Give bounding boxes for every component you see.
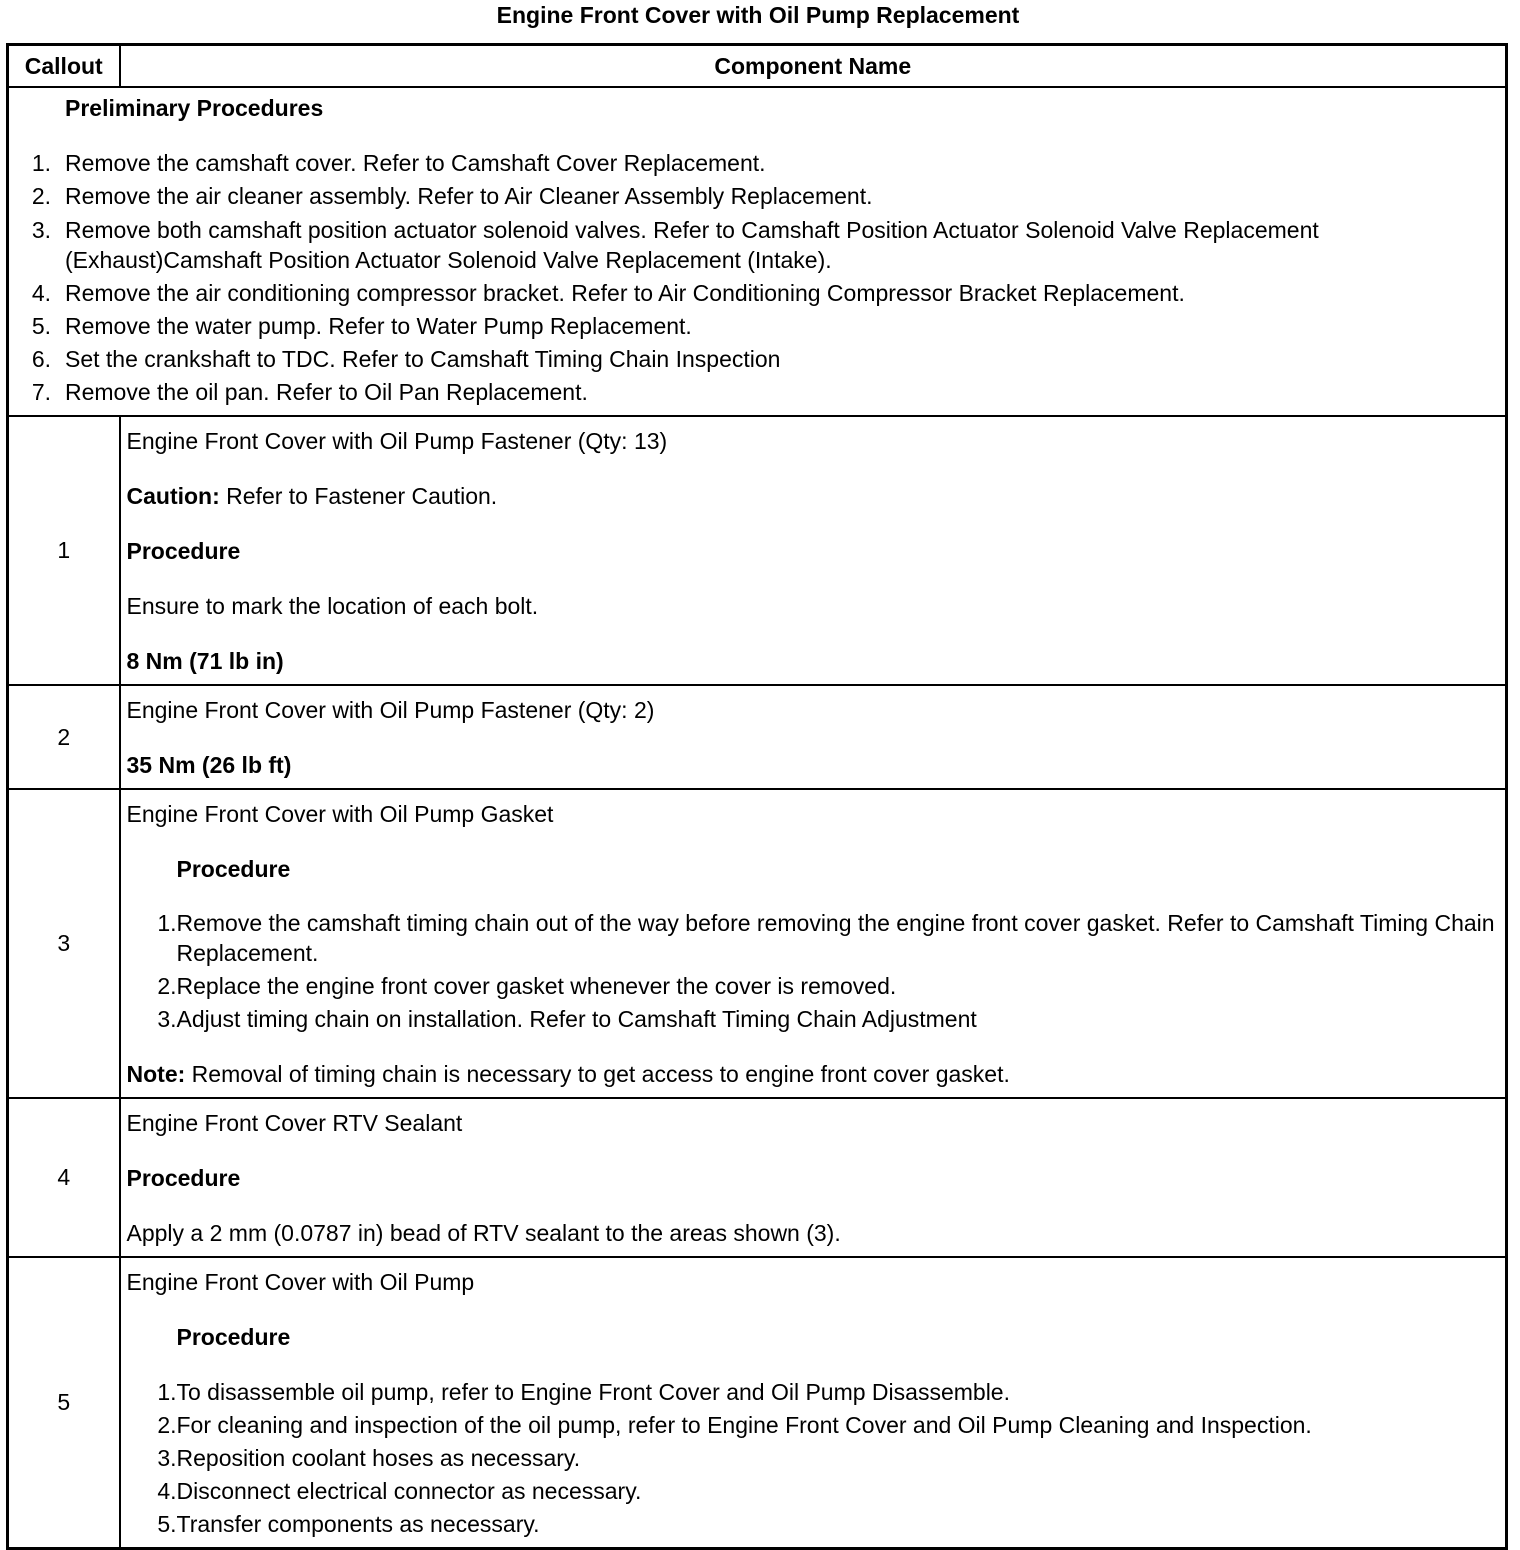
table-row [8,789,1507,1098]
callout-number: 5 [8,1257,120,1549]
caution: Caution: Refer to Fastener Caution. [126,483,498,509]
procedure-text: Ensure to mark the location of each bolt. [126,593,539,619]
component-name: Engine Front Cover with Oil Pump Gasket [126,801,554,827]
table-row [8,1257,1507,1549]
procedure-steps [127,908,1500,1036]
callout-number: 4 [8,1098,120,1257]
component-name: Engine Front Cover with Oil Pump Fastener (Qty: 2) [126,697,655,723]
component-name: Engine Front Cover RTV Sealant [126,1110,463,1136]
list-item: 3. Remove both camshaft position actuator solenoid valves. Refer to Camshaft Position Actuator Solenoid Valve Replacement (Exhaust)Camshaft Position Actuator Solenoid Valve Replacement (Intake). [31,217,1319,273]
callout-number: 3 [8,789,120,1098]
component-cell [120,1098,1507,1257]
list-item: 5. Transfer components as necessary. [157,1511,540,1537]
list-item: 6. Set the crankshaft to TDC. Refer to Camshaft Timing Chain Inspection [31,346,781,372]
list-item: 1. Remove the camshaft cover. Refer to Camshaft Cover Replacement. [31,150,766,176]
procedure-heading: Procedure [176,1324,291,1350]
list-item: 7. Remove the oil pan. Refer to Oil Pan Replacement. [31,379,588,405]
list-item: 2. For cleaning and inspection of the oil pump, refer to Engine Front Cover and Oil Pump Cleaning and Inspection. [157,1412,1312,1438]
list-item: 3. Adjust timing chain on installation. Refer to Camshaft Timing Chain Adjustment [157,1006,977,1032]
preliminary-cell [8,87,1507,416]
callout-number: 2 [8,685,120,789]
table-header-row [8,45,1507,88]
preliminary-row [8,87,1507,416]
torque-spec: 35 Nm (26 lb ft) [126,752,292,778]
list-item: 1. Remove the camshaft timing chain out of the way before removing the engine front cover gasket. Refer to Camshaft Timing Chain Replacement. [157,910,1495,966]
table-row [8,416,1507,685]
list-item: 3. Reposition coolant hoses as necessary. [157,1445,581,1471]
component-cell [120,789,1507,1098]
component-cell [120,685,1507,789]
torque-spec: 8 Nm (71 lb in) [126,648,284,674]
procedure-text: Apply a 2 mm (0.0787 in) bead of RTV sealant to the areas shown (3). [126,1220,841,1246]
callout-number: 1 [8,416,120,685]
note: Note: Removal of timing chain is necessary to get access to engine front cover gasket. [126,1061,1010,1087]
table-row [8,685,1507,789]
callout-column-header: Callout [8,45,120,88]
list-item: 5. Remove the water pump. Refer to Water Pump Replacement. [31,313,692,339]
preliminary-steps [9,147,1499,409]
procedure-heading: Procedure [126,1165,241,1191]
page-title: Engine Front Cover with Oil Pump Replacement [496,2,1020,28]
table-row [8,1098,1507,1257]
procedure-table [6,43,1508,1550]
list-item: 2. Replace the engine front cover gasket whenever the cover is removed. [157,973,897,999]
list-item: 4. Disconnect electrical connector as necessary. [157,1478,642,1504]
procedure-heading: Procedure [126,538,241,564]
component-cell [120,1257,1507,1549]
preliminary-heading: Preliminary Procedures [65,95,324,121]
procedure-steps [127,1376,1500,1541]
list-item: 1. To disassemble oil pump, refer to Engine Front Cover and Oil Pump Disassemble. [157,1379,1010,1405]
component-name: Engine Front Cover with Oil Pump [126,1269,475,1295]
component-column-header: Component Name [120,45,1507,88]
component-name: Engine Front Cover with Oil Pump Fastener (Qty: 13) [126,428,668,454]
list-item: 4. Remove the air conditioning compressor bracket. Refer to Air Conditioning Compressor Bracket Replacement. [31,280,1185,306]
component-cell [120,416,1507,685]
procedure-heading: Procedure [176,856,291,882]
list-item: 2. Remove the air cleaner assembly. Refer to Air Cleaner Assembly Replacement. [31,183,873,209]
